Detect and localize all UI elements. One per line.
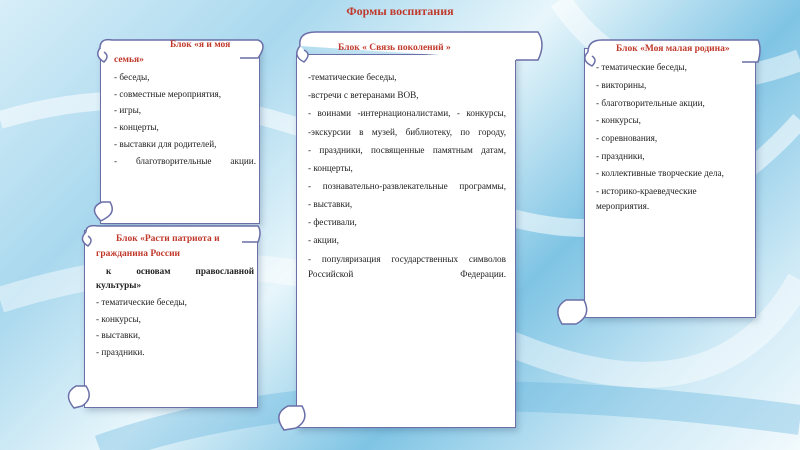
block-generations-header: Блок « Связь поколений »	[338, 43, 451, 53]
list-item: - благотворительные акции.	[114, 155, 256, 166]
list-item: - тематические беседы,	[596, 62, 687, 73]
list-item: - игры,	[114, 105, 142, 116]
list-item: -экскурсии в музей, библиотеку, по городу,	[308, 126, 506, 137]
list-item: - выставки,	[308, 199, 353, 210]
list-item: - конкурсы,	[96, 313, 141, 324]
block-patriot-subheader: к основам православной культуры»	[96, 265, 254, 291]
list-item: -тематические беседы,	[308, 72, 397, 83]
list-item: - познавательно-развлекательные программы,	[308, 180, 506, 191]
list-item: - соревнования,	[596, 132, 658, 143]
list-item: - фестивали,	[308, 217, 357, 228]
list-item: - конкурсы,	[596, 115, 641, 126]
list-item: - концерты,	[114, 122, 159, 133]
list-item: - благотворительные акции,	[596, 97, 705, 108]
block-patriot-content	[96, 232, 254, 362]
list-item: -встречи с ветеранами ВОВ,	[308, 90, 419, 101]
list-item: - выставки для родителей,	[114, 138, 217, 149]
list-item: - совместные мероприятия,	[114, 88, 222, 99]
list-item: - воинами -интернационалистами, - конкурсы,	[308, 108, 506, 119]
block-patriot-header: Блок «Расти патриота и гражданина России	[96, 234, 220, 259]
list-item: - тематические беседы,	[96, 296, 187, 307]
block-homeland-content	[596, 42, 746, 217]
page-title: Формы воспитания	[346, 4, 454, 18]
block-family-header: Блок «я и моя семья»	[114, 40, 231, 65]
block-family-content	[114, 38, 256, 170]
list-item: - коллективные творческие дела,	[596, 168, 724, 179]
list-item: - концерты,	[308, 162, 353, 173]
block-homeland-header: Блок «Моя малая родина»	[616, 44, 730, 54]
block-generations-content	[308, 40, 506, 285]
list-item: - популяризация государственных символов Российской Федерации.	[308, 253, 506, 280]
list-item: - акции,	[308, 235, 339, 246]
list-item: - историко-краеведческие мероприятия.	[596, 185, 697, 212]
list-item: - праздники.	[96, 347, 145, 358]
list-item: - выставки,	[96, 330, 141, 341]
list-item: - праздники,	[596, 150, 645, 161]
list-item: - беседы,	[114, 71, 150, 82]
list-item: - викторины,	[596, 79, 647, 90]
list-item: - праздники, посвященные памятным датам,	[308, 144, 506, 155]
